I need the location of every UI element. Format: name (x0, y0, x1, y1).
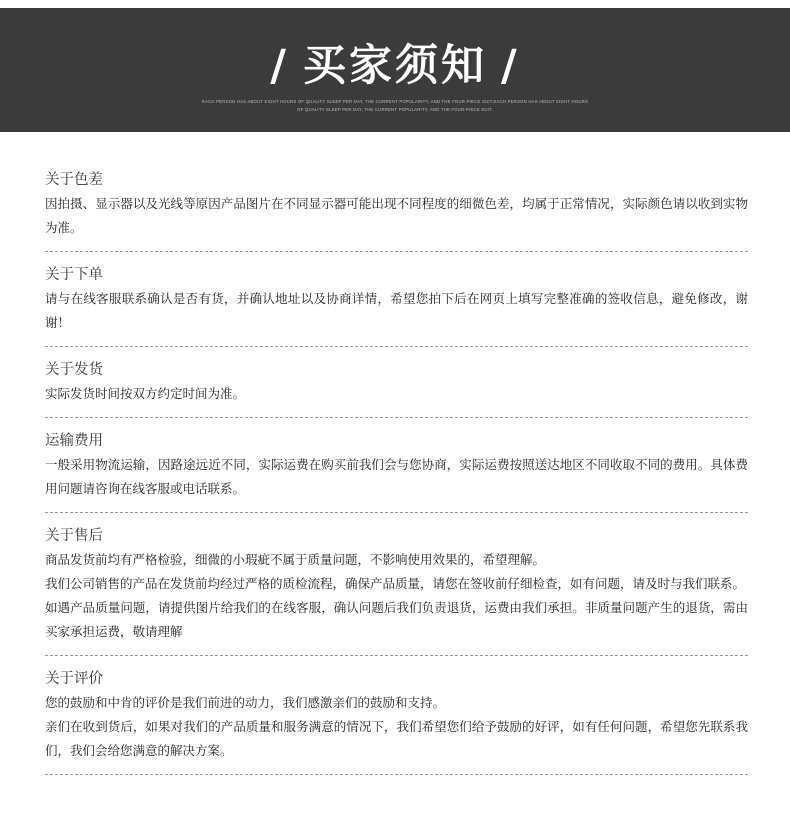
section-paragraph: 如遇产品质量问题，请提供图片给我们的在线客服，确认问题后我们负责退货，运费由我们承担。非质量问题产生的退货，需由买家承担运费，敬请理解 (45, 600, 748, 639)
title-slash-right: / (501, 41, 520, 91)
section-paragraph: 亲们在收到货后，如果对我们的产品质量和服务满意的情况下，我们希望您们给予鼓励的好评，如有任何问题，希望您先联系我们，我们会给您满意的解决方案。 (45, 719, 748, 758)
section-color-difference (45, 168, 748, 252)
section-paragraph: 因拍摄、显示器以及光线等原因产品图片在不同显示器可能出现不同程度的细微色差，均属于正常情况，实际颜色请以收到实物为准。 (45, 196, 748, 235)
banner-subtitle-line-2: OF QUALITY SLEEP PER DAY, THE CURRENT POPULARITY, AND THE FOUR-PIECE SUIT. (297, 107, 493, 112)
section-title: 运输费用 (45, 433, 103, 449)
header-banner (0, 8, 790, 132)
section-after-sales (45, 524, 748, 656)
section-reviews (45, 667, 748, 775)
title-slash-left: / (270, 41, 289, 91)
section-title: 关于评价 (45, 671, 103, 687)
section-title: 关于色差 (45, 172, 103, 188)
section-paragraph: 商品发货前均有严格检验，细微的小瑕疵不属于质量问题，不影响使用效果的，希望理解。 (45, 552, 546, 567)
section-title: 关于售后 (45, 528, 103, 544)
title-text: 买家须知 (303, 41, 487, 91)
section-paragraph: 实际发货时间按双方约定时间为准。 (45, 386, 246, 401)
section-paragraph: 我们公司销售的产品在发货前均经过严格的质检流程，确保产品质量，请您在签收前仔细检查，如有问题，请及时与我们联系。 (45, 576, 746, 591)
section-freight (45, 429, 748, 513)
page-title (0, 38, 790, 94)
section-title: 关于发货 (45, 362, 103, 378)
banner-subtitle-line-1: EACH PERSON HAS ABOUT EIGHT HOURS OF QUALITY SLEEP PER DAY, THE CURRENT POPULARITY, AND THE FOUR-PIECE SUIT.EACH PERSON HAS ABOUT EIGHT HOURS (201, 99, 589, 104)
section-shipping (45, 358, 748, 418)
notice-sections (45, 168, 748, 786)
section-title: 关于下单 (45, 267, 103, 283)
section-paragraph: 请与在线客服联系确认是否有货，并确认地址以及协商详情，希望您拍下后在网页上填写完整准确的签收信息，避免修改，谢谢！ (45, 291, 748, 330)
section-ordering (45, 263, 748, 347)
section-paragraph: 一般采用物流运输，因路途远近不同，实际运费在购买前我们会与您协商，实际运费按照送达地区不同收取不同的费用。具体费用问题请咨询在线客服或电话联系。 (45, 457, 748, 496)
section-paragraph: 您的鼓励和中肯的评价是我们前进的动力，我们感激亲们的鼓励和支持。 (45, 695, 446, 710)
